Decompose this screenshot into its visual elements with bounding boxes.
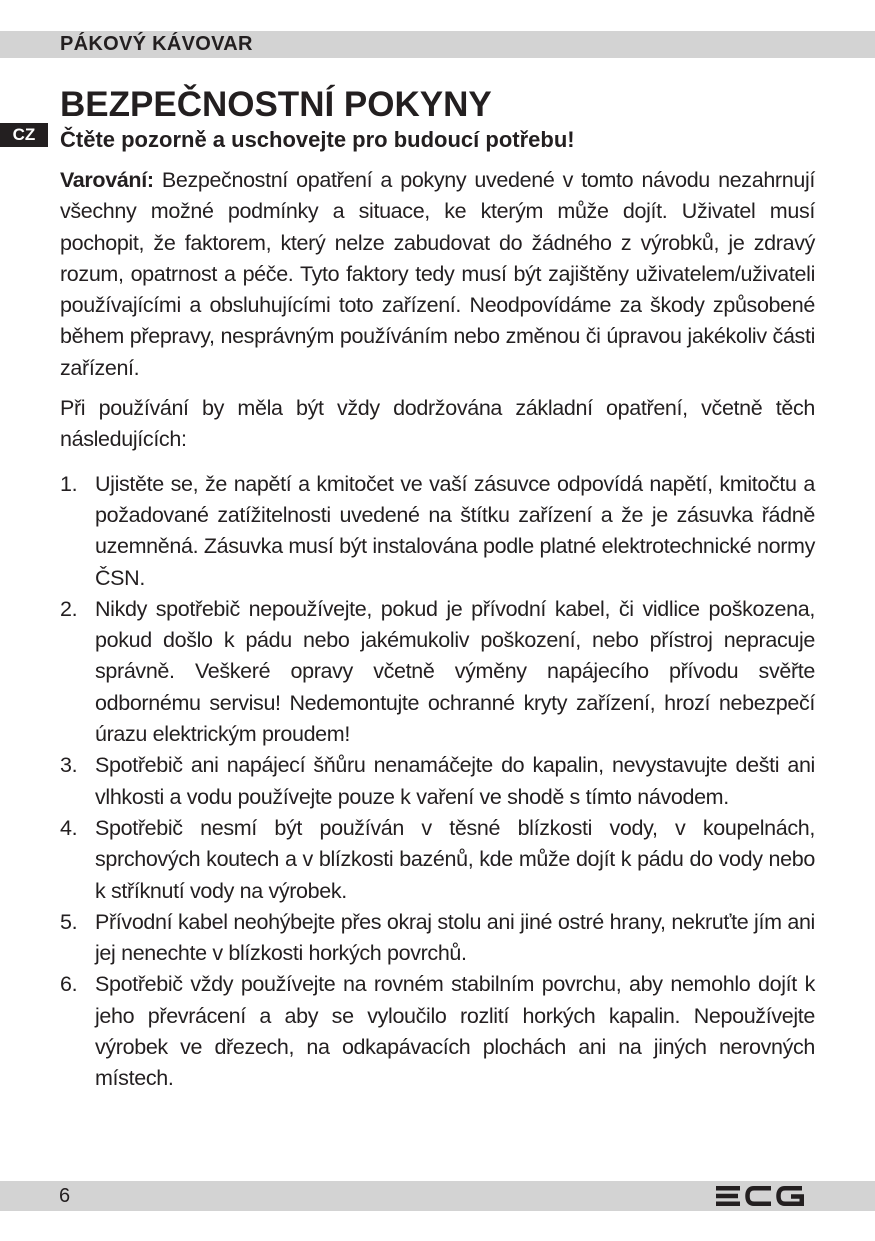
warning-paragraph bbox=[60, 165, 815, 384]
list-item-text: Spotřebič nesmí být používán v těsné blízkosti vody, v koupelnách, sprchových koutech a v blízkosti bazénů, kde může dojít k pádu do vody nebo k stříknutí vody na výrobek. bbox=[95, 815, 815, 903]
list-item bbox=[60, 750, 815, 813]
list-item bbox=[60, 969, 815, 1094]
list-item bbox=[60, 469, 815, 594]
header-title: PÁKOVÝ KÁVOVAR bbox=[60, 33, 253, 55]
list-item-text: Spotřebič ani napájecí šňůru nenamáčejte do kapalin, nevystavujte dešti ani vlhkosti a vodu používejte pouze k vaření ve shodě s tímto návodem. bbox=[95, 753, 815, 809]
page-subtitle: Čtěte pozorně a uschovejte pro budoucí potřebu! bbox=[60, 127, 575, 152]
list-item bbox=[60, 594, 815, 750]
warning-label: Varování: bbox=[60, 168, 154, 192]
list-item-text: Přívodní kabel neohýbejte přes okraj stolu ani jiné ostré hrany, nekruťte jím ani jej nenechte v blízkosti horkých povrchů. bbox=[95, 909, 815, 966]
list-item-text: Spotřebič vždy používejte na rovném stabilním povrchu, aby nemohlo dojít k jeho převrácení a aby se vyloučilo rozlití horkých kapalin. Nepoužívejte výrobek ve dřezech, na odkapávacích plochách ani na jiných nerovných místech. bbox=[95, 972, 815, 1091]
safety-list bbox=[60, 469, 815, 1095]
warning-text: Bezpečnostní opatření a pokyny uvedené v tomto návodu nezahrnují všechny možné podmínky a situace, ke kterým může dojít. Uživatel musí pochopit, že faktorem, který nelze zabudovat do žádného z výrobků, je zdravý rozum, opatrnost a péče. Tyto faktory tedy musí být zajištěny uživatelem/uživateli používajícími a obsluhujícími toto zařízení. Neodpovídáme za škody způsobené během přepravy, nesprávným používáním nebo změnou či úpravou jakékoliv části zařízení. bbox=[60, 168, 815, 380]
language-tab: CZ bbox=[0, 123, 48, 147]
list-item-number: 6. bbox=[60, 972, 78, 997]
page-number: 6 bbox=[59, 1185, 71, 1207]
list-item bbox=[60, 907, 815, 970]
list-item-text: Nikdy spotřebič nepoužívejte, pokud je přívodní kabel, či vidlice poškozena, pokud došlo k pádu nebo jakémukoliv poškození, nebo přístroj nepracuje správně. Veškeré opravy včetně výměny napájecího přívodu svěřte odbornému servisu! Nedemontujte ochranné kryty zařízení, hrozí nebezpečí úrazu elektrickým proudem! bbox=[95, 596, 815, 747]
list-item-text: Ujistěte se, že napětí a kmitočet ve vaší zásuvce odpovídá napětí, kmitočtu a požadované zatížitelnosti uvedené na štítku zařízení a že je zásuvka řádně uzemněná. Zásuvka musí být instalována podle platné elektrotechnické normy ČSN. bbox=[95, 471, 815, 590]
list-item-number: 4. bbox=[60, 815, 78, 840]
intro-paragraph: Při používání by měla být vždy dodržována základní opatření, včetně těch následujících: bbox=[60, 396, 815, 452]
list-item-number: 3. bbox=[60, 753, 78, 778]
list-item-number: 5. bbox=[60, 909, 78, 934]
list-item bbox=[60, 813, 815, 907]
list-item-number: 2. bbox=[60, 596, 78, 621]
main-content bbox=[60, 165, 815, 1095]
list-item-number: 1. bbox=[60, 471, 78, 496]
ecg-logo bbox=[716, 1186, 804, 1206]
page-title: BEZPEČNOSTNÍ POKYNY bbox=[60, 85, 492, 124]
